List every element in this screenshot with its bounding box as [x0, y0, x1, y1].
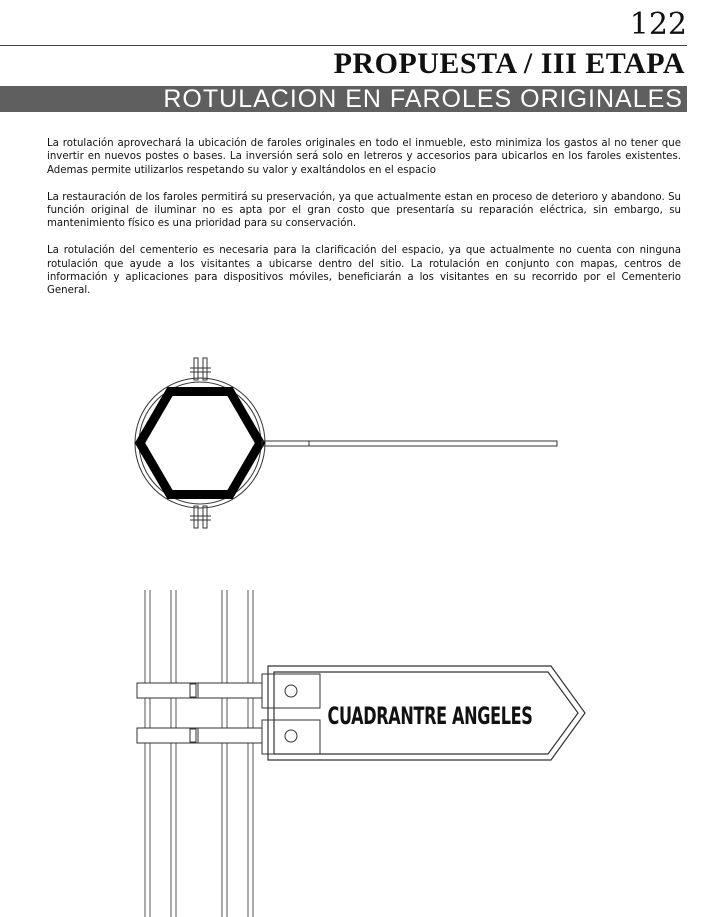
sign-bracket-lower [137, 720, 320, 754]
lamp-post-lines [145, 590, 253, 917]
sign-label: CUADRANTRE ANGELES [327, 702, 533, 730]
paragraph-1: La rotulación aprovechará la ubicación de faroles originales en todo el inmueble, esto minimiza los gastos al no tener que invertir en nuevos postes o bases. La inversión será solo en letreros y accesorios para ubicarlos en los faroles existentes. Ademas permite utilizarlos respetando su valor y exaltándolos en el espacio [47, 138, 681, 176]
section-subtitle: ROTULACION EN FAROLES ORIGINALES [163, 85, 683, 113]
paragraph-2: La restauración de los faroles permitirá su preservación, ya que actualmente estan en proceso de deterioro y abandono. Su función original de iluminar no es apta por el gran costo que presentaría su reparación eléctrica, sin embargo, su mantenimiento físico es una prioridad para su conservación. [47, 191, 681, 230]
sign-bracket-upper [137, 674, 320, 708]
page-number: 122 [629, 7, 687, 42]
main-title: PROPUESTA / III ETAPA [333, 47, 685, 80]
paragraph-3: La rotulación del cementerio es necesaria para la clarificación del espacio, ya que actualmente no cuenta con ninguna rotulación que ayude a los visitantes a ubicarse dentro del sitio. La rotulación en conjunto con mapas, centros de información y aplicaciones para dispositivos móviles, beneficiarán a los visitantes en su recorrido por el Cementerio General. [47, 245, 681, 297]
